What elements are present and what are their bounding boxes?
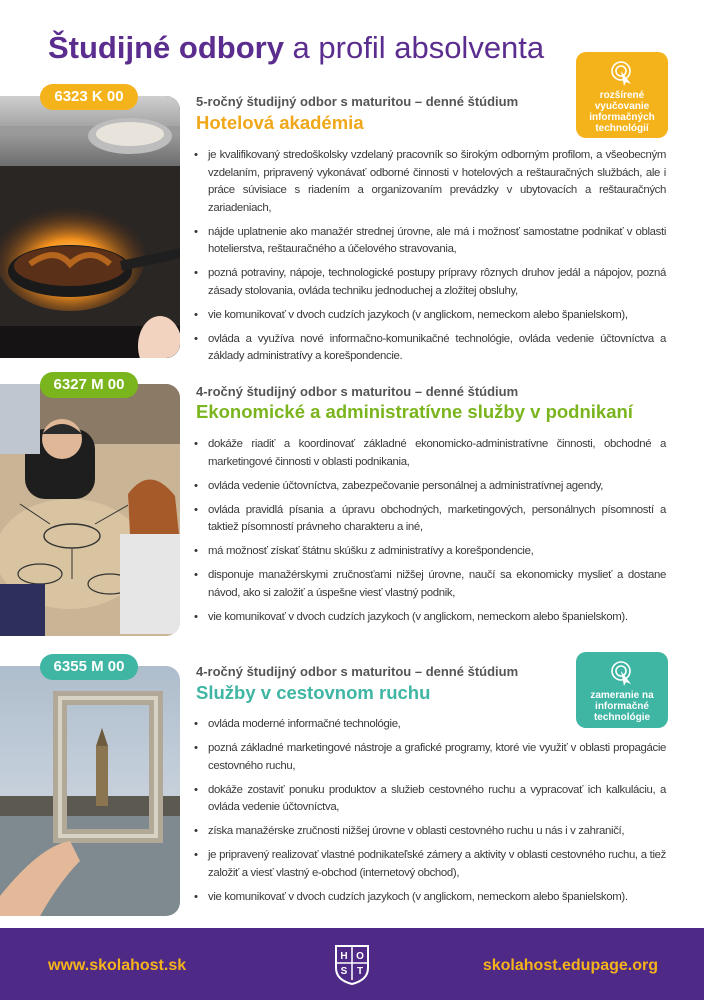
page-title-rest: a profil absolventa (283, 30, 545, 65)
program-meta: 4-ročný študijný odbor s maturitou – denné štúdium (196, 664, 519, 679)
list-item: • ovláda vedenie účtovníctva, zabezpečovanie personálnej a administratívnej agendy, (192, 478, 666, 496)
crest-letter-s: S (340, 966, 348, 977)
code-badge-6355: 6355 M 00 (40, 654, 138, 680)
bullet-list (192, 436, 666, 633)
program-name: Ekonomické a administratívne služby v podnikaní (196, 401, 633, 422)
list-item: • je kvalifikovaný stredoškolsky vzdelaný pracovník so širokým odborným profilom, a všeobecným vzdelaním, pripravený vykonávať odborné činnosti v hotelových a reštauračných službách, ale i práce súvisiace s riadením a organizovaním prevádzky v ubytovacích a reštauračných zariadeniach, (192, 147, 666, 217)
list-item: • pozná základné marketingové nástroje a grafické programy, ktoré vie využiť v oblasti propagácie cestovného ruchu, (192, 740, 666, 775)
list-item: • vie komunikovať v dvoch cudzích jazykoch (v anglickom, nemeckom alebo španielskom), (192, 307, 666, 325)
photo-students-brainstorm (0, 384, 180, 636)
page-title-bold: Študijné odbory (48, 30, 284, 65)
list-item: • vie komunikovať v dvoch cudzích jazykoch (v anglickom, nemeckom alebo španielskom). (192, 609, 666, 627)
kitchen-photo-illustration (0, 96, 180, 358)
photo-london-frame (0, 666, 180, 916)
code-badge-6323: 6323 K 00 (40, 84, 138, 110)
tag-it-extended (576, 52, 668, 138)
list-item: • ovláda a využíva nové informačno-komunikačné technológie, ovláda vedenie účtovníctva a základy administratívy a korešpondencie. (192, 331, 666, 366)
touch-click-icon (609, 660, 635, 686)
crest-letter-o: O (356, 951, 364, 962)
code-badge-6327: 6327 M 00 (40, 372, 138, 398)
list-item: • získa manažérske zručnosti nižšej úrovne v oblasti cestovného ruchu u nás i v zahraničí, (192, 823, 666, 841)
london-photo-illustration (0, 666, 180, 916)
edupage-link[interactable]: skolahost.edupage.org (482, 957, 658, 974)
list-item: • pozná potraviny, nápoje, technologické postupy prípravy rôznych druhov jedál a nápojov, pozná zásady stolovania, ovláda techniku jednoduchej a zložitej obsluhy, (192, 265, 666, 300)
students-photo-illustration (0, 384, 180, 636)
program-meta: 4-ročný študijný odbor s maturitou – denné štúdium (196, 384, 519, 399)
list-item: • má možnosť získať štátnu skúšku z administratívy a korešpondencie, (192, 543, 666, 561)
program-name: Hotelová akadémia (196, 112, 364, 133)
touch-click-icon (609, 60, 635, 86)
list-item: • ovláda pravidlá písania a úpravu obchodných, marketingových, personálnych písomností a taktiež písomností právneho charakteru a iné, (192, 502, 666, 537)
crest-letter-t: T (356, 966, 364, 977)
school-crest-logo (334, 944, 370, 986)
list-item: • ovláda moderné informačné technológie, (192, 716, 666, 734)
tag-label: rozšírené vyučovanie informačných technológií (589, 90, 655, 134)
bullet-list (192, 716, 666, 913)
list-item: • vie komunikovať v dvoch cudzích jazykoch (v anglickom, nemeckom alebo španielskom). (192, 889, 666, 907)
list-item: • je pripravený realizovať vlastné podnikateľské zámery a aktivity v oblasti cestovného ruchu, a tiež založiť a viesť vlastný e-obchod (internetový obchod), (192, 847, 666, 882)
page-title (48, 28, 544, 68)
list-item: • disponuje manažérskymi zručnosťami nižšej úrovne, naučí sa ekonomicky myslieť a dostane návod, ako si založiť a úspešne viesť vlastný podnik, (192, 567, 666, 602)
list-item: • dokáže zostaviť ponuku produktov a služieb cestovného ruchu a vypracovať ich kalkuláciu, a ovláda vedenie účtovníctva, (192, 782, 666, 817)
crest-letter-h: H (340, 951, 348, 962)
tag-label: zameranie na informačné technológie (590, 690, 654, 723)
website-link[interactable]: www.skolahost.sk (48, 957, 187, 974)
footer (0, 928, 704, 1000)
list-item: • nájde uplatnenie ako manažér strednej úrovne, ale má i možnosť samostatne podnikať v oblasti hotelierstva, reštauračného a účelového stravovania, (192, 224, 666, 259)
list-item: • dokáže riadiť a koordinovať základné ekonomicko-administratívne činnosti, obchodné a marketingové činnosti v oblasti podnikania, (192, 436, 666, 471)
program-name: Služby v cestovnom ruchu (196, 682, 431, 703)
program-meta: 5-ročný študijný odbor s maturitou – denné štúdium (196, 94, 519, 109)
bullet-list (192, 147, 666, 372)
photo-kitchen-grill (0, 96, 180, 358)
